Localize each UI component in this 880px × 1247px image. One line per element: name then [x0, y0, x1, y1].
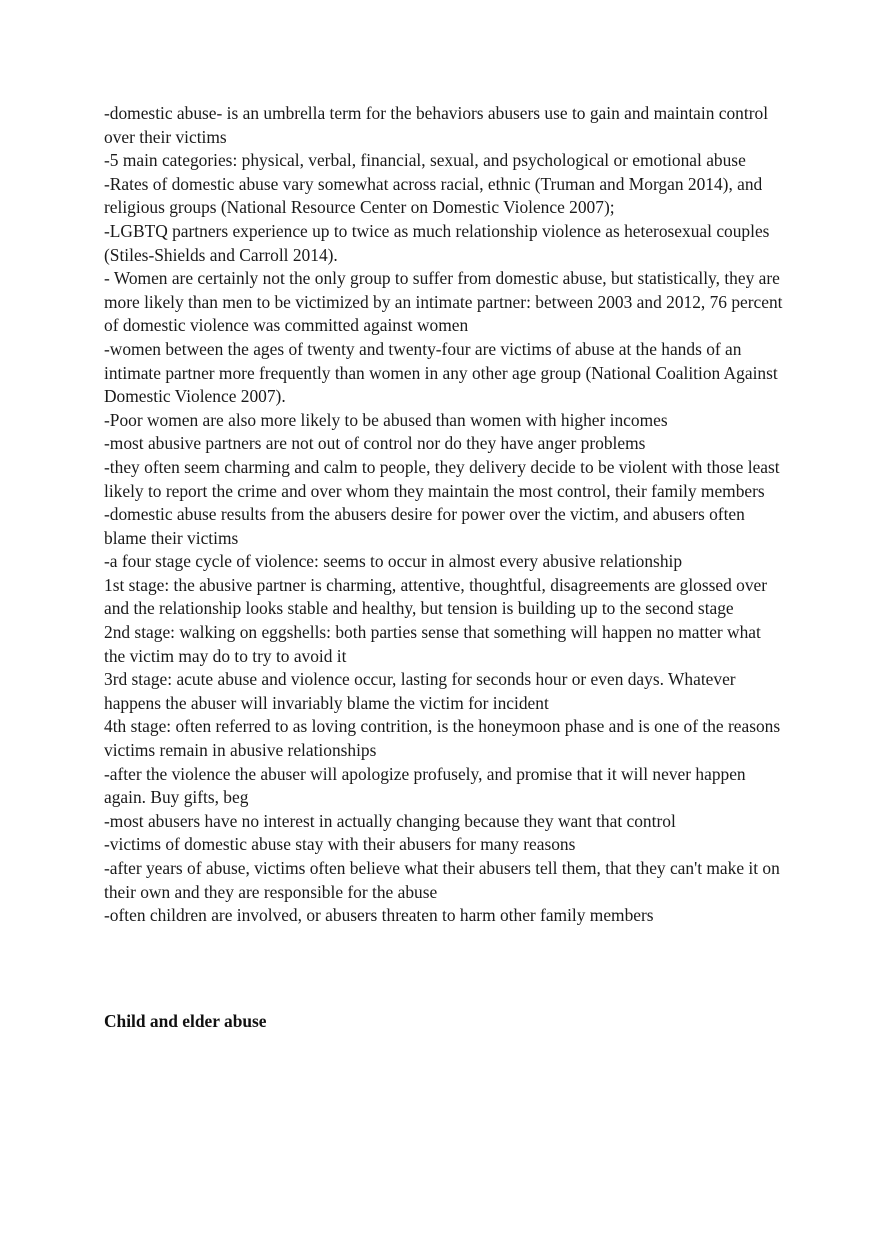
note-line: -a four stage cycle of violence: seems to occur in almost every abusive relationship [104, 551, 683, 572]
note-line: -they often seem charming and calm to people, they delivery decide to be violent with those least likely to report the crime and over whom they maintain the most control, their family members [104, 456, 780, 501]
note-line: -most abusers have no interest in actually changing because they want that control [104, 810, 676, 831]
note-line: 4th stage: often referred to as loving contrition, is the honeymoon phase and is one of the reasons victims remain in abusive relationships [104, 716, 781, 761]
note-line: 3rd stage: acute abuse and violence occur, lasting for seconds hour or even days. Whatever happens the abuser will invariably blame the victim for incident [104, 669, 736, 713]
note-line: -Rates of domestic abuse vary somewhat across racial, ethnic (Truman and Morgan 2014), and religious groups (National Resource Center on Domestic Violence 2007); [104, 173, 763, 218]
notes-body [104, 102, 784, 928]
note-line: -victims of domestic abuse stay with their abusers for many reasons [104, 834, 576, 855]
section-heading: Child and elder abuse [104, 1011, 267, 1031]
note-line: -often children are involved, or abusers threaten to harm other family members [104, 905, 654, 926]
note-line: -5 main categories: physical, verbal, financial, sexual, and psychological or emotional abuse [104, 150, 746, 171]
note-line: -Poor women are also more likely to be abused than women with higher incomes [104, 409, 668, 430]
note-line: -domestic abuse- is an umbrella term for the behaviors abusers use to gain and maintain control over their victims [104, 103, 769, 147]
note-line: -LGBTQ partners experience up to twice as much relationship violence as heterosexual couples (Stiles-Shields and Carroll 2014). [104, 220, 770, 265]
note-line: 1st stage: the abusive partner is charming, attentive, thoughtful, disagreements are glossed over and the relationship looks stable and healthy, but tension is building up to the second stage [104, 574, 768, 619]
note-line: -domestic abuse results from the abusers desire for power over the victim, and abusers often blame their victims [104, 504, 745, 548]
note-line: -most abusive partners are not out of control nor do they have anger problems [104, 433, 646, 454]
note-line: -after the violence the abuser will apologize profusely, and promise that it will never happen again. Buy gifts, beg [104, 763, 746, 808]
note-line: -women between the ages of twenty and twenty-four are victims of abuse at the hands of an intimate partner more frequently than women in any other age group (National Coalition Against Domestic Violence 2007). [104, 338, 778, 407]
note-line: - Women are certainly not the only group to suffer from domestic abuse, but statistically, they are more likely than men to be victimized by an intimate partner: between 2003 and 2012, 76 percent of domestic violence was committed against women [104, 268, 783, 336]
note-line: -after years of abuse, victims often believe what their abusers tell them, that they can't make it on their own and they are responsible for the abuse [104, 858, 780, 902]
note-line: 2nd stage: walking on eggshells: both parties sense that something will happen no matter what the victim may do to try to avoid it [104, 622, 761, 666]
